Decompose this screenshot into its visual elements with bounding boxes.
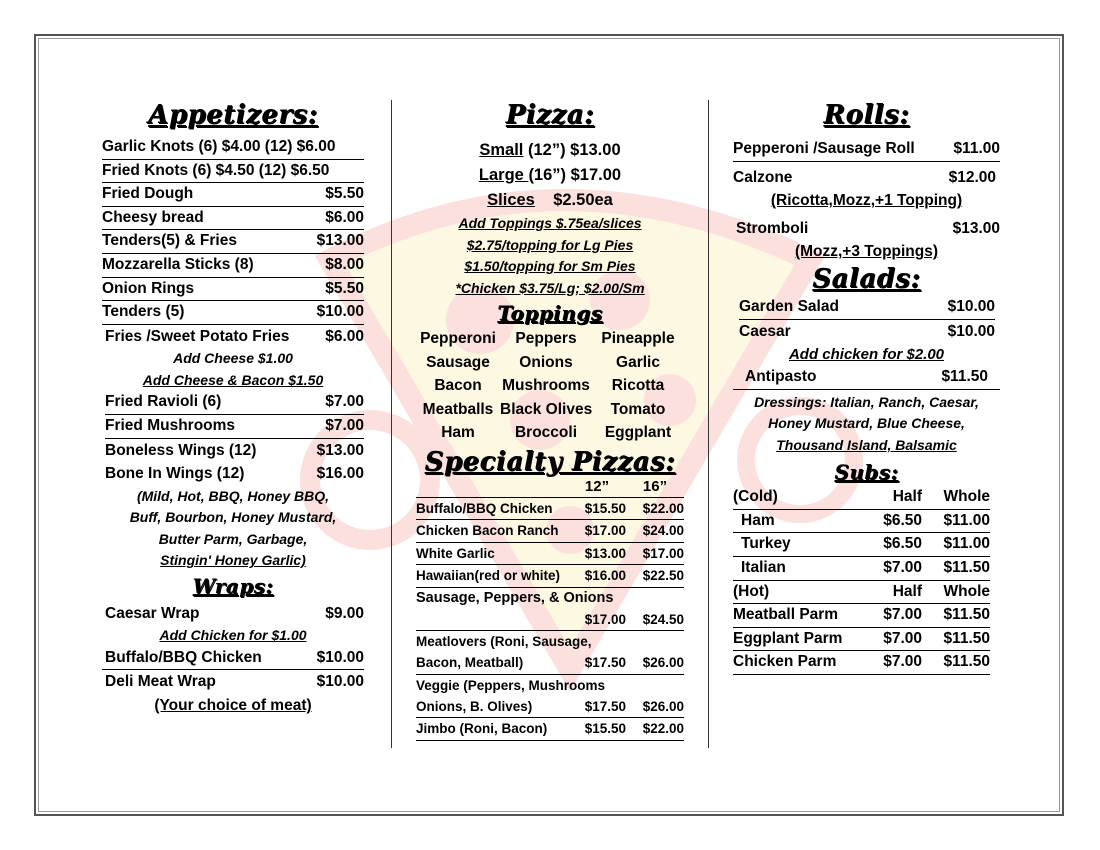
specialty-item-name: Hawaiian(red or white) — [416, 568, 561, 584]
pizza-note: $1.50/topping for Sm Pies — [464, 258, 636, 274]
sub-whole-price: $11.00 — [943, 511, 990, 529]
wings-list — [102, 439, 364, 486]
calzone-note: (Ricotta,Mozz,+1 Topping) — [770, 192, 963, 210]
menu-item — [102, 254, 364, 278]
menu-item-price: $6.00 — [325, 327, 364, 345]
menu-item-name: Stromboli — [736, 219, 809, 237]
sub-item — [733, 628, 990, 652]
pizza-small-label: Small — [479, 141, 524, 159]
menu-item-price: $12.00 — [948, 168, 996, 186]
sub-half-price: $6.50 — [883, 511, 922, 529]
specialty-list — [416, 498, 684, 588]
add-chicken-salad-note: Add chicken for $2.00 — [788, 346, 945, 364]
subs-cold-list — [733, 510, 990, 581]
subs-hot-list — [733, 604, 990, 675]
topping-item: Ricotta — [611, 377, 665, 395]
sauce-line: Butter Parm, Garbage, — [158, 530, 308, 547]
wing-sauces — [102, 486, 364, 572]
menu-item-price: $10.00 — [316, 648, 364, 666]
price-16: $26.00 — [642, 698, 684, 714]
meat-choice-note: (Your choice of meat) — [154, 697, 312, 714]
pizza-note: Add Toppings $.75ea/slices — [458, 215, 642, 231]
menu-item-price: $10.00 — [316, 673, 364, 691]
toppings-grid — [416, 327, 684, 445]
sub-item — [733, 533, 990, 557]
sub-whole-price: $11.50 — [943, 653, 990, 671]
specialty-item-name: Meatlovers (Roni, Sausage, — [416, 634, 592, 650]
menu-item-price: $11.00 — [953, 140, 1000, 157]
specialty-item-prices — [416, 609, 684, 632]
price-12: $17.00 — [584, 611, 626, 627]
menu-item — [733, 366, 1000, 390]
menu-item-name: Fries /Sweet Potato Fries — [105, 327, 290, 345]
pizza-small — [416, 138, 684, 163]
dressing-line: Thousand Island, Balsamic — [776, 436, 957, 453]
price-12: $17.00 — [584, 523, 626, 539]
topping-item: Mushrooms — [502, 377, 590, 395]
sub-item-name: Turkey — [741, 535, 791, 553]
half-header: Half — [892, 582, 922, 600]
topping-item: Bacon — [434, 377, 482, 395]
sub-whole-price: $11.50 — [943, 606, 990, 624]
sub-whole-price: $11.00 — [943, 535, 990, 553]
sub-whole-price: $11.50 — [943, 629, 990, 647]
menu-item-name: Garden Salad — [739, 297, 839, 315]
menu-item — [102, 301, 364, 325]
menu-item — [739, 296, 995, 320]
specialty-item — [416, 498, 684, 521]
pizza-notes — [416, 213, 684, 299]
pizza-large — [416, 163, 684, 188]
pizza-slices-label: Slices — [487, 191, 535, 209]
menu-item — [102, 230, 364, 254]
topping-item: Pepperoni — [420, 330, 496, 347]
price-12: $16.00 — [584, 568, 626, 584]
sub-item — [733, 651, 990, 675]
menu-item-price: $10.00 — [947, 297, 995, 315]
menu-item — [102, 325, 364, 349]
add-cheese-note: Add Cheese $1.00 — [173, 350, 293, 367]
menu-item-name: Caesar — [739, 322, 791, 340]
menu-item-name: Caesar Wrap — [105, 604, 200, 622]
specialty-item-name: Veggie (Peppers, Mushrooms — [416, 677, 606, 693]
appetizers-list-2 — [102, 391, 364, 438]
menu-item-name: Calzone — [733, 168, 793, 186]
specialty-item-name-cont: Onions, B. Olives) — [416, 698, 533, 714]
menu-item — [102, 670, 364, 694]
menu-item-name: Tenders (5) — [102, 303, 185, 321]
topping-item: Sausage — [426, 353, 490, 371]
menu-item — [102, 602, 364, 626]
pizza-slices — [416, 188, 684, 213]
topping-item: Meatballs — [422, 400, 494, 418]
sub-half-price: $7.00 — [883, 606, 922, 624]
pizza-title: Pizza: — [505, 100, 595, 130]
price-12: $17.50 — [584, 698, 626, 714]
menu-item-price: $8.00 — [325, 255, 364, 273]
sauce-line: Stingin' Honey Garlic) — [160, 552, 306, 569]
sub-half-price: $6.50 — [883, 535, 922, 553]
whole-header: Whole — [943, 488, 990, 506]
pizza-slices-price: $2.50ea — [553, 191, 613, 209]
salads-title: Salads: — [812, 263, 921, 294]
menu-item-price: $13.00 — [316, 441, 364, 459]
specialty-item-name: Buffalo/BBQ Chicken — [416, 500, 553, 516]
price-16: $26.00 — [642, 655, 684, 671]
subs-category: (Cold) — [733, 488, 778, 506]
add-chicken-note: Add Chicken for $1.00 — [159, 627, 307, 644]
subs-cold-header — [733, 486, 990, 510]
menu-item — [733, 166, 1000, 190]
price-12: $13.00 — [584, 545, 626, 561]
menu-item-name: Mozzarella Sticks (8) — [102, 255, 254, 273]
specialty-item-name: Sausage, Peppers, & Onions — [416, 589, 614, 606]
menu-item-name: Fried Dough — [102, 185, 194, 203]
specialty-item — [416, 718, 684, 741]
menu-item-price: $11.50 — [941, 368, 988, 386]
menu-item — [739, 320, 995, 344]
sub-item-name: Italian — [741, 559, 786, 577]
menu-item — [105, 415, 364, 439]
menu-item-price: $7.00 — [325, 416, 364, 434]
menu-item-price: $5.50 — [325, 279, 364, 297]
menu-item — [102, 183, 364, 207]
sauce-line: (Mild, Hot, BBQ, Honey BBQ, — [136, 487, 330, 504]
specialty-item — [416, 543, 684, 566]
specialty-item-name-cont: Bacon, Meatball) — [416, 655, 524, 671]
wraps-title: Wraps: — [192, 573, 274, 598]
price-16: $24.00 — [642, 523, 684, 539]
menu-item — [105, 462, 364, 486]
sub-item-name: Meatball Parm — [733, 606, 839, 624]
sub-whole-price: $11.50 — [943, 559, 990, 577]
menu-item — [102, 647, 364, 671]
topping-item: Peppers — [515, 330, 577, 347]
topping-item: Eggplant — [604, 424, 672, 442]
sub-item-name: Chicken Parm — [733, 653, 837, 671]
pizza-large-price: (16”) $17.00 — [528, 166, 622, 184]
subs-category: (Hot) — [733, 582, 770, 600]
price-16: $24.50 — [642, 611, 684, 627]
menu-item-name: Bone In Wings (12) — [105, 465, 245, 483]
size-12-header: 12” — [584, 477, 610, 495]
topping-item: Onions — [519, 353, 573, 371]
size-16-header: 16” — [642, 477, 668, 495]
menu-item-price: $9.00 — [325, 604, 364, 622]
price-16: $22.00 — [642, 721, 684, 737]
price-12: $17.50 — [584, 655, 626, 671]
menu-item-name: Antipasto — [745, 368, 817, 386]
menu-item — [102, 207, 364, 231]
topping-item: Tomato — [610, 400, 666, 418]
sub-half-price: $7.00 — [883, 629, 922, 647]
sub-item — [733, 604, 990, 628]
sub-item-name: Ham — [741, 511, 775, 529]
specialty-item — [416, 565, 684, 588]
topping-item: Ham — [441, 424, 475, 442]
menu-item-name: Onion Rings — [102, 279, 195, 297]
rolls-title: Rolls: — [823, 100, 910, 130]
menu-item — [733, 217, 1000, 241]
price-12: $15.50 — [584, 500, 626, 516]
price-12: $15.50 — [584, 721, 626, 737]
topping-item: Garlic — [616, 353, 660, 371]
specialty-item-prices — [416, 696, 684, 719]
menu-item-price: $13.00 — [316, 232, 364, 250]
menu-item-name: Deli Meat Wrap — [105, 673, 216, 691]
sub-item-name: Eggplant Parm — [733, 629, 843, 647]
add-cheese-bacon-note: Add Cheese & Bacon $1.50 — [142, 371, 324, 388]
subs-hot-header — [733, 581, 990, 605]
column-right — [733, 100, 1000, 675]
menu-item — [733, 138, 1000, 162]
sub-item — [733, 510, 990, 534]
pizza-small-price: (12”) $13.00 — [523, 141, 621, 159]
column-divider-left — [391, 100, 392, 748]
column-divider-right — [708, 100, 709, 748]
topping-item: Pineapple — [601, 330, 675, 347]
specialty-item-prices — [416, 652, 684, 675]
pizza-note: $2.75/topping for Lg Pies — [466, 236, 634, 253]
topping-item: Broccoli — [514, 424, 577, 442]
sub-item — [733, 557, 990, 581]
salads-list — [733, 296, 1000, 343]
sub-half-price: $7.00 — [883, 559, 922, 577]
specialty-item — [416, 588, 684, 609]
menu-item-name: Tenders(5) & Fries — [102, 232, 237, 250]
specialty-item-name: Jimbo (Roni, Bacon) — [416, 721, 548, 737]
specialty-pizzas-title: Specialty Pizzas: — [424, 446, 676, 477]
menu-item-name: Garlic Knots (6) $4.00 (12) $6.00 — [102, 138, 336, 155]
menu-item-price: $7.00 — [325, 393, 364, 411]
subs-table — [733, 486, 1000, 675]
sauce-line: Buff, Bourbon, Honey Mustard, — [129, 509, 337, 526]
stromboli-note: (Mozz,+3 Toppings) — [794, 243, 939, 261]
sub-half-price: $7.00 — [883, 653, 922, 671]
menu-item-name: Fried Ravioli (6) — [105, 393, 222, 411]
menu-item-price: $10.00 — [947, 322, 995, 340]
menu-item — [105, 391, 364, 415]
menu-item-name: Pepperoni /Sausage Roll — [733, 140, 915, 157]
specialty-item — [416, 675, 684, 696]
menu-item-name: Fried Mushrooms — [105, 416, 236, 434]
specialty-item — [416, 520, 684, 543]
price-16: $22.00 — [642, 500, 684, 516]
toppings-title: Toppings — [497, 301, 603, 325]
appetizers-title: Appetizers: — [148, 100, 318, 130]
menu-item-name: Fried Knots (6) $4.50 (12) $6.50 — [102, 161, 330, 179]
dressing-line: Dressings: Italian, Ranch, Caesar, — [754, 393, 979, 410]
column-left — [102, 100, 364, 718]
menu-item-price: $16.00 — [316, 465, 364, 483]
menu-item — [102, 278, 364, 302]
dressings-list — [733, 392, 1000, 457]
price-16: $22.50 — [642, 568, 684, 584]
menu-item-price: $5.50 — [325, 185, 364, 203]
menu-item — [102, 160, 364, 184]
half-header: Half — [892, 488, 922, 506]
topping-item: Black Olives — [500, 400, 593, 418]
column-middle — [416, 100, 684, 741]
specialty-item-name: White Garlic — [416, 545, 495, 561]
menu-item-price: $10.00 — [316, 303, 364, 321]
dressing-line: Honey Mustard, Blue Cheese, — [768, 415, 965, 432]
specialty-item-name: Chicken Bacon Ranch — [416, 523, 559, 539]
menu-item-name: Boneless Wings (12) — [105, 441, 257, 459]
whole-header: Whole — [943, 582, 990, 600]
menu-item-price: $6.00 — [325, 208, 364, 226]
pizza-large-label: Large — [478, 166, 529, 184]
appetizers-list — [102, 136, 364, 325]
subs-title: Subs: — [834, 460, 899, 485]
menu-item-name: Buffalo/BBQ Chicken — [105, 648, 262, 666]
price-16: $17.00 — [642, 545, 684, 561]
menu-item — [105, 439, 364, 463]
menu-item — [102, 136, 364, 160]
specialty-header — [416, 477, 684, 498]
menu-item-name: Cheesy bread — [102, 208, 204, 226]
menu-item-price: $13.00 — [952, 219, 1000, 237]
specialty-item — [416, 631, 684, 652]
pizza-note: *Chicken $3.75/Lg; $2.00/Sm — [455, 279, 645, 296]
